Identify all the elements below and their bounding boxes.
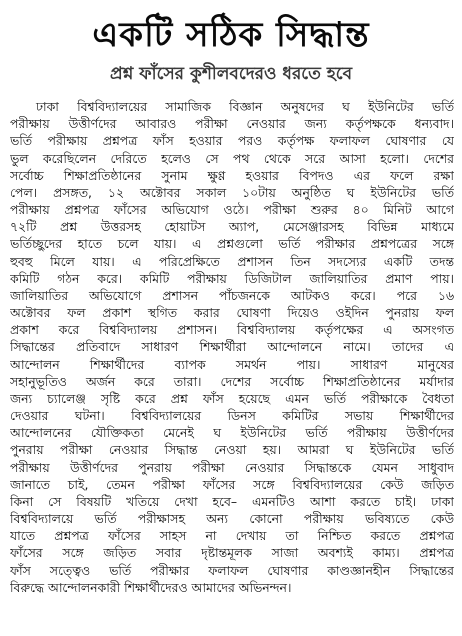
body-line: ফাঁস সত্ত্বেও ভর্তি পরীক্ষার ফলাফল ঘোষণার কাণ্ডজ্ঞানহীন সিদ্ধান্তের [10, 562, 454, 578]
body-line: প্রকাশ করে বিশ্ববিদ্যালয় প্রশাসন। বিশ্ববিদ্যালয় কর্তৃপক্ষের এ অসংগত [10, 322, 454, 338]
body-line: বিরুদ্ধে আন্দোলনকারী শিক্ষার্থীদেরও আমাদের অভিনন্দন। [10, 579, 292, 595]
body-line: ৭২টি প্রশ্ন উত্তরসহ হোয়াটস অ্যাপ, মেসেঞ্জারসহ বিভিন্ন মাধ্যমে [10, 219, 454, 235]
body-line: পেল। প্রসঙ্গত, ১২ অক্টোবর সকাল ১০টায় অনুষ্ঠিত ঘ ইউনিটের ভর্তি [10, 184, 454, 200]
body-line: ঢাকা বিশ্ববিদ্যালয়ের সামাজিক বিজ্ঞান অনুষদের ঘ ইউনিটের ভর্তি [36, 99, 454, 114]
body-line: কমিটি গঠন করে। কমিটি পরীক্ষায় ডিজিটাল জালিয়াতির প্রমাণ পায়। [10, 270, 454, 286]
body-line: অক্টোবর ফল প্রকাশ স্থগিত করার ঘোষণা দিয়েও ওইদিন পুনরায় ফল [10, 305, 454, 321]
body-line: জানাতে চাই, তেমন পরীক্ষা ফাঁসের সঙ্গে বিশ্ববিদ্যালয়ের কেউ জড়িত [10, 476, 454, 492]
body-line: বিশ্ববিদ্যালয়ে ভর্তি পরীক্ষাসহ অন্য কোনো পরীক্ষায় ভবিষ্যতে কেউ [10, 511, 454, 527]
body-line: ভর্তিচ্ছুদের হাতে চলে যায়। এ প্রশ্নগুলো ভর্তি পরীক্ষার প্রশ্নপত্রের সঙ্গে [10, 236, 454, 252]
body-line: দেওয়ার ঘটনা। বিশ্ববিদ্যালয়ের ডিনস কমিটির সভায় শিক্ষার্থীদের [10, 408, 454, 424]
body-line: আন্দোলন শিক্ষার্থীদের ব্যাপক সমর্থন পায়। সাধারণ মানুষের [10, 356, 454, 372]
body-line: সর্বোচ্চ শিক্ষাপ্রতিষ্ঠানের সুনাম ক্ষুণ্ণ হওয়ার বিপদও এর ফলে রক্ষা [10, 167, 454, 183]
body-line: ফাঁসের সঙ্গে জড়িত সবার দৃষ্টান্তমূলক সাজা অবশ্যই কাম্য। প্রশ্নপত্র [10, 545, 454, 561]
body-line: কিনা সে বিষয়টি খতিয়ে দেখা হবে– এমনটিও আশা করতে চাই। ঢাকা [10, 493, 454, 509]
body-line: পুনরায় পরীক্ষা নেওয়ার সিদ্ধান্ত নেওয়া হয়। আমরা ঘ ইউনিটের ভর্তি [10, 442, 454, 458]
previous-article-fragment [0, 0, 462, 10]
body-line: সিদ্ধান্তের প্রতিবাদে সাধারণ শিক্ষার্থীরা আন্দোলনে নামে। তাদের এ [10, 339, 454, 355]
editorial-headline: একটি সঠিক সিদ্ধান্ত [92, 15, 370, 55]
body-line: পরীক্ষায় উত্তীর্ণদের আবারও পরীক্ষা নেওয়ার জন্য কর্তৃপক্ষকে ধন্যবাদ। [10, 116, 454, 132]
body-line: হুবহু মিলে যায়। এ পরিপ্রেক্ষিতে প্রশাসন তিন সদস্যের একটি তদন্ত [10, 253, 454, 269]
body-line: জন্য চ্যালেঞ্জ সৃষ্টি করে প্রশ্ন ফাঁস হয়েছে এমন ভর্তি পরীক্ষাকে বৈধতা [10, 390, 454, 406]
body-line: ভর্তি পরীক্ষায় প্রশ্নপত্র ফাঁস হওয়ার পরও কর্তৃপক্ষ ফলাফল ঘোষণার যে [10, 133, 454, 149]
body-line: সহানুভূতিও অর্জন করে তারা। দেশের সর্বোচ্চ শিক্ষাপ্রতিষ্ঠানের মর্যাদার [10, 373, 454, 389]
body-line: ভুল করেছিলেন দেরিতে হলেও সে পথ থেকে সরে আসা হলো। দেশের [10, 150, 454, 166]
body-line: পরীক্ষায় প্রশ্নপত্র ফাঁসের অভিযোগ ওঠে। পরীক্ষা শুরুর ৪০ মিনিট আগে [10, 202, 454, 218]
body-line: যাতে প্রশ্নপত্র ফাঁসের সাহস না দেখায় তা নিশ্চিত করতে প্রশ্নপত্র [10, 528, 454, 544]
body-line: পরীক্ষায় উত্তীর্ণদের পুনরায় পরীক্ষা নেওয়ার সিদ্ধান্তকে যেমন সাধুবাদ [10, 459, 454, 475]
body-line: জালিয়াতির অভিযোগে প্রশাসন পাঁচজনকে আটকও করে। পরে ১৬ [10, 287, 454, 303]
editorial-subheadline: প্রশ্ন ফাঁসের কুশীলবদেরও ধরতে হবে [109, 64, 353, 84]
editorial-body [10, 98, 454, 632]
body-line: আন্দোলনের যৌক্তিকতা মেনেই ঘ ইউনিটের ভর্তি পরীক্ষায় উত্তীর্ণদের [10, 425, 454, 441]
